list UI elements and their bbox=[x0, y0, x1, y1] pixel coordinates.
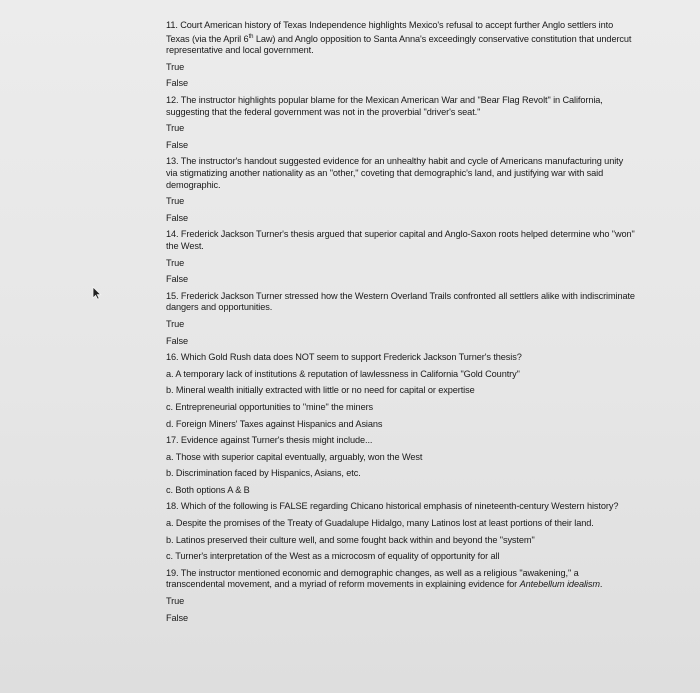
question-text: 12. The instructor highlights popular blame for the Mexican American War and "Bear Flag Revolt" in California, suggesting that the federal government was not in the proverbial "driver's seat." bbox=[166, 95, 603, 117]
option-false[interactable]: False bbox=[166, 612, 188, 623]
question-11 bbox=[166, 20, 636, 90]
option-true[interactable]: True bbox=[166, 257, 185, 268]
option-b[interactable]: b. Latinos preserved their culture well, and some fought back within and beyond the "system" bbox=[166, 534, 535, 545]
question-text: 13. The instructor's handout suggested evidence for an unhealthy habit and cycle of Americans manufacturing unity via stigmatizing another nationality as an "other," coveting that demographic's land, and justifying war with said demographic. bbox=[166, 156, 624, 190]
option-false[interactable]: False bbox=[166, 78, 188, 89]
option-true[interactable]: True bbox=[166, 596, 185, 607]
question-16 bbox=[166, 352, 636, 430]
option-b[interactable]: b. Mineral wealth initially extracted with little or no need for capital or expertise bbox=[166, 385, 475, 396]
question-text: 18. Which of the following is FALSE regarding Chicano historical emphasis of nineteenth-century Western history? bbox=[166, 501, 619, 512]
option-b[interactable]: b. Discrimination faced by Hispanics, Asians, etc. bbox=[166, 468, 361, 479]
option-true[interactable]: True bbox=[166, 61, 185, 72]
option-a[interactable]: a. A temporary lack of institutions & reputation of lawlessness in California "Gold Country" bbox=[166, 368, 520, 379]
option-false[interactable]: False bbox=[166, 139, 188, 150]
option-false[interactable]: False bbox=[166, 335, 188, 346]
question-text: 17. Evidence against Turner's thesis might include... bbox=[166, 435, 373, 446]
option-a[interactable]: a. Despite the promises of the Treaty of Guadalupe Hidalgo, many Latinos lost at least portions of their land. bbox=[166, 518, 594, 529]
option-a[interactable]: a. Those with superior capital eventually, arguably, won the West bbox=[166, 451, 423, 462]
question-text: 11. Court American history of Texas Independence highlights Mexico's refusal to accept further Anglo settlers into Texas (via the April 6th Law) and Anglo opposition to Santa Anna's exceedingly conservative constitution that undercut representative and local government. bbox=[166, 20, 632, 56]
question-18 bbox=[166, 501, 636, 562]
option-true[interactable]: True bbox=[166, 123, 185, 134]
option-false[interactable]: False bbox=[166, 212, 188, 223]
mouse-pointer-icon bbox=[92, 286, 102, 300]
question-12 bbox=[166, 95, 636, 151]
option-true[interactable]: True bbox=[166, 196, 185, 207]
question-text: 15. Frederick Jackson Turner stressed how the Western Overland Trails confronted all settlers alike with indiscriminate dangers and opportunities. bbox=[166, 290, 635, 313]
option-c[interactable]: c. Turner's interpretation of the West as a microcosm of equality of opportunity for all bbox=[166, 551, 500, 562]
option-true[interactable]: True bbox=[166, 318, 185, 329]
question-text: 14. Frederick Jackson Turner's thesis argued that superior capital and Anglo-Saxon roots helped determine who "won" the West. bbox=[166, 229, 635, 251]
question-13 bbox=[166, 156, 636, 224]
question-19 bbox=[166, 568, 636, 624]
question-text: 16. Which Gold Rush data does NOT seem to support Frederick Jackson Turner's thesis? bbox=[166, 352, 522, 363]
option-false[interactable]: False bbox=[166, 274, 188, 285]
question-17 bbox=[166, 435, 636, 496]
quiz-questions bbox=[166, 20, 636, 629]
question-15 bbox=[166, 291, 636, 347]
question-14 bbox=[166, 229, 636, 285]
question-text: 19. The instructor mentioned economic and demographic changes, as well as a religious "awakening," a transcendental movement, and a myriad of reform movements in explaining evidence for Antebellum idealism. bbox=[166, 567, 603, 590]
option-c[interactable]: c. Entrepreneurial opportunities to "mine" the miners bbox=[166, 401, 374, 412]
option-c[interactable]: c. Both options A & B bbox=[166, 484, 250, 495]
option-d[interactable]: d. Foreign Miners' Taxes against Hispanics and Asians bbox=[166, 418, 383, 429]
